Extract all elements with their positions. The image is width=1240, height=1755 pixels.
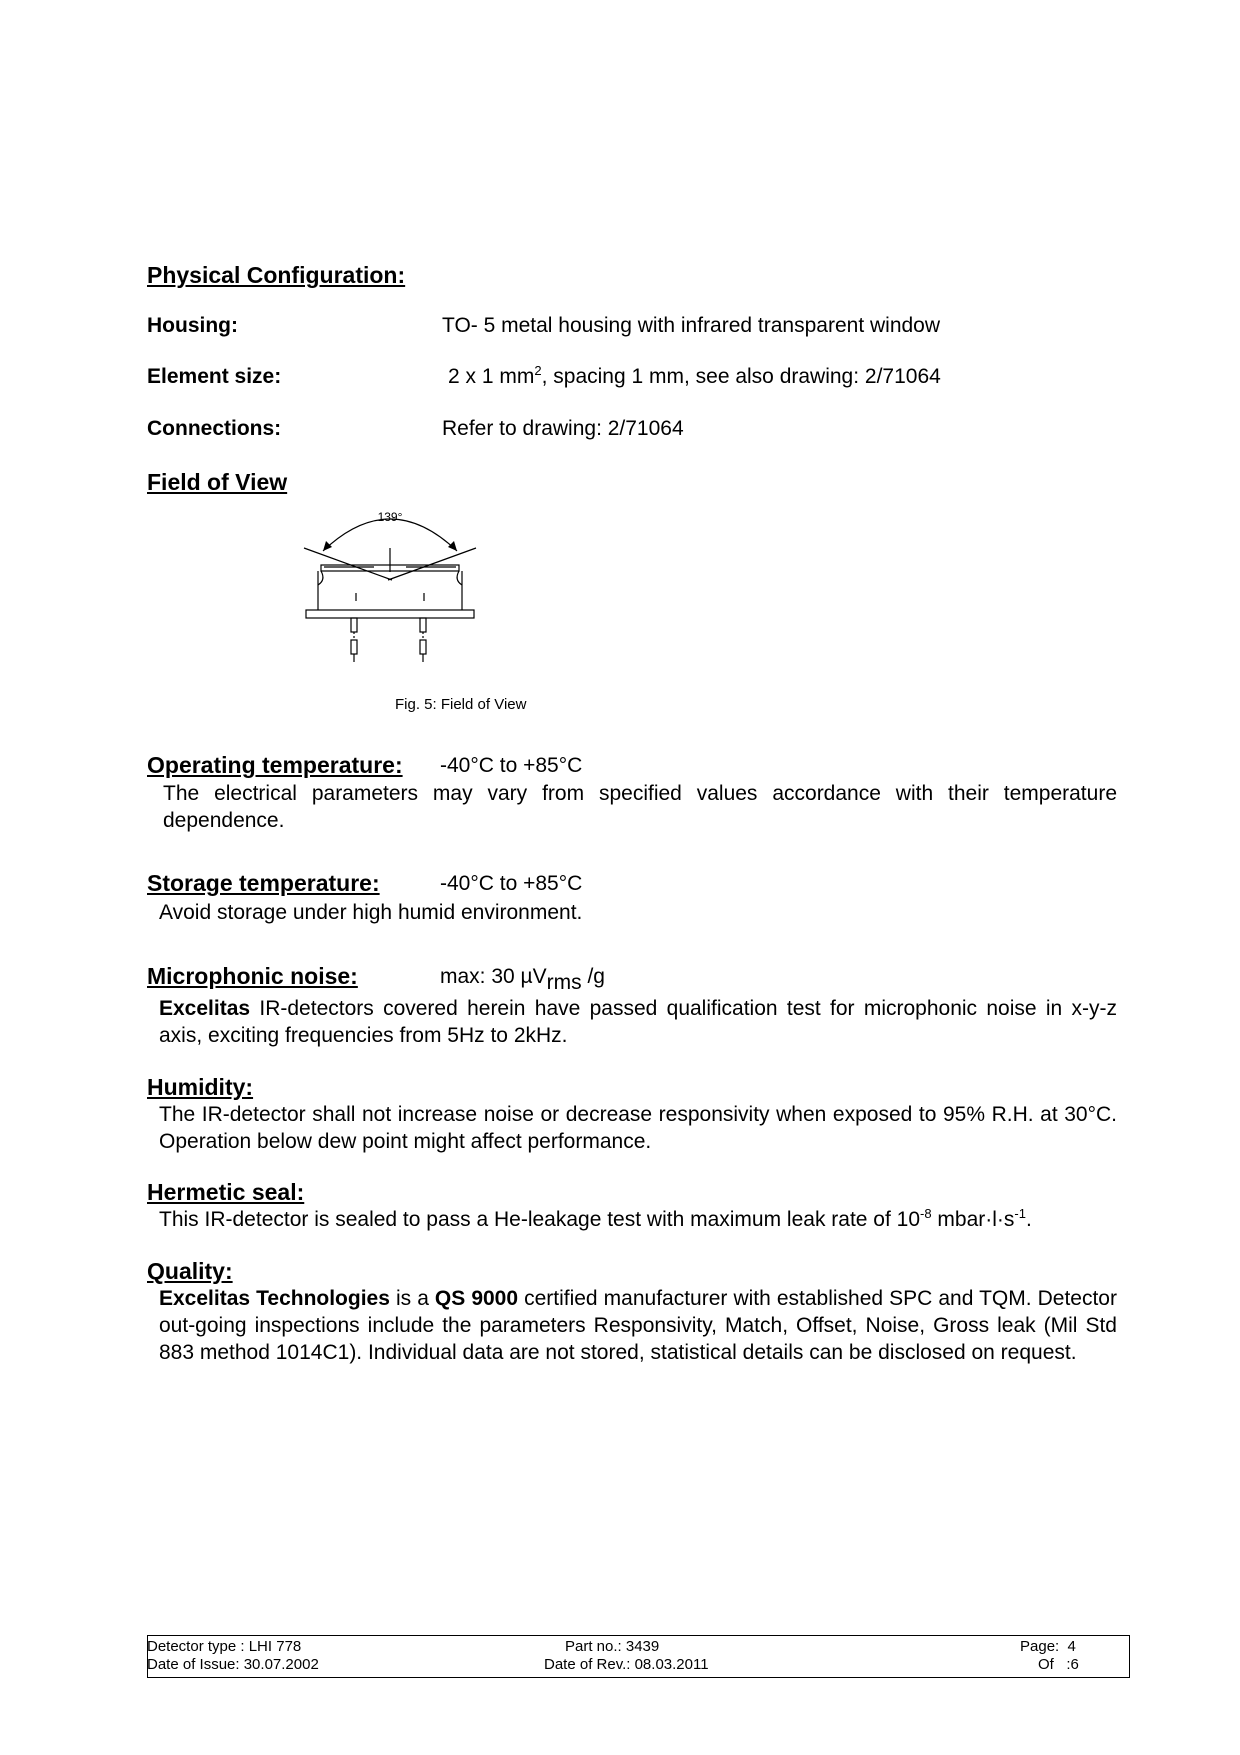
hermetic-exp1: -8: [920, 1206, 932, 1221]
quality-company: Excelitas Technologies: [159, 1287, 390, 1310]
microphonic-text: [159, 995, 1117, 1049]
element-size-label: Element size:: [147, 365, 282, 388]
operating-temp-heading: Operating temperature:: [147, 752, 403, 778]
fov-angle-label: 139°: [377, 510, 403, 524]
microphonic-heading: Microphonic noise:: [147, 963, 358, 989]
hermetic-text: [159, 1206, 1119, 1233]
element-size-value: [448, 365, 941, 389]
storage-temp-text: Avoid storage under high humid environment.: [159, 901, 583, 924]
operating-temp-text: The electrical parameters may vary from specified values accordance with their temperature dependence.: [163, 782, 1117, 832]
storage-temp-value: -40°C to +85°C: [440, 872, 583, 895]
footer-of: Of :6: [1038, 1656, 1079, 1673]
element-size-sup: 2: [534, 363, 542, 378]
microphonic-value-suffix: /g: [581, 965, 605, 988]
microphonic-value: [440, 965, 605, 995]
quality-heading: Quality:: [147, 1258, 233, 1284]
operating-temp-value: -40°C to +85°C: [440, 754, 583, 777]
footer-date-issue: Date of Issue: 30.07.2002: [147, 1656, 319, 1673]
housing-value: TO- 5 metal housing with infrared transparent window: [442, 314, 941, 337]
microphonic-value-prefix: max: 30 µV: [440, 965, 547, 988]
element-size-suffix: , spacing 1 mm, see also drawing: 2/71064: [541, 365, 941, 388]
quality-standard: QS 9000: [434, 1287, 519, 1310]
connections-value: Refer to drawing: 2/71064: [442, 417, 684, 440]
hermetic-exp2: -1: [1014, 1206, 1026, 1221]
field-of-view-heading: Field of View: [147, 469, 288, 495]
quality-text: [159, 1285, 1117, 1366]
microphonic-value-sub: rms: [546, 971, 582, 994]
footer-date-rev: Date of Rev.: 08.03.2011: [544, 1656, 709, 1673]
fov-caption: Fig. 5: Field of View: [395, 696, 527, 713]
storage-temp-heading: Storage temperature:: [147, 870, 380, 896]
microphonic-text-brand: Excelitas: [159, 997, 251, 1020]
footer-page: Page: 4: [1020, 1638, 1076, 1655]
footer-text: [147, 1635, 1130, 1678]
element-size-prefix: 2 x 1 mm: [448, 365, 535, 388]
footer-detector-type: Detector type : LHI 778: [147, 1638, 302, 1655]
humidity-text: The IR-detector shall not increase noise or decrease responsivity when exposed to 95% R.H. at 30°C. Operation below dew point might affect performance.: [159, 1103, 1117, 1153]
footer-part-no: Part no.: 3439: [565, 1638, 660, 1655]
hermetic-heading: Hermetic seal:: [147, 1179, 305, 1205]
physical-config-heading: Physical Configuration:: [147, 262, 406, 288]
field-of-view-diagram: [296, 500, 496, 670]
connections-label: Connections:: [147, 417, 282, 440]
quality-text-2: certified manufacturer with established SPC and TQM. Detector out-going inspections include the parameters Responsivity, Match, Offset, Noise, Gross leak (Mil Std 883 method 1014C1). Individual data are not stored, statistical details can be disclosed on request.: [159, 1287, 1117, 1364]
housing-label: Housing:: [147, 314, 238, 337]
hermetic-text-prefix: This IR-detector is sealed to pass a He-leakage test with maximum leak rate of 10: [159, 1208, 921, 1231]
hermetic-unit: mbar·l·s: [931, 1208, 1015, 1231]
microphonic-text-body: IR-detectors covered herein have passed qualification test for microphonic noise in x-y-z axis, exciting frequencies from 5Hz to 2kHz.: [159, 997, 1117, 1047]
humidity-heading: Humidity:: [147, 1074, 254, 1100]
hermetic-end: .: [1025, 1208, 1032, 1231]
quality-text-1: is a: [389, 1287, 435, 1310]
